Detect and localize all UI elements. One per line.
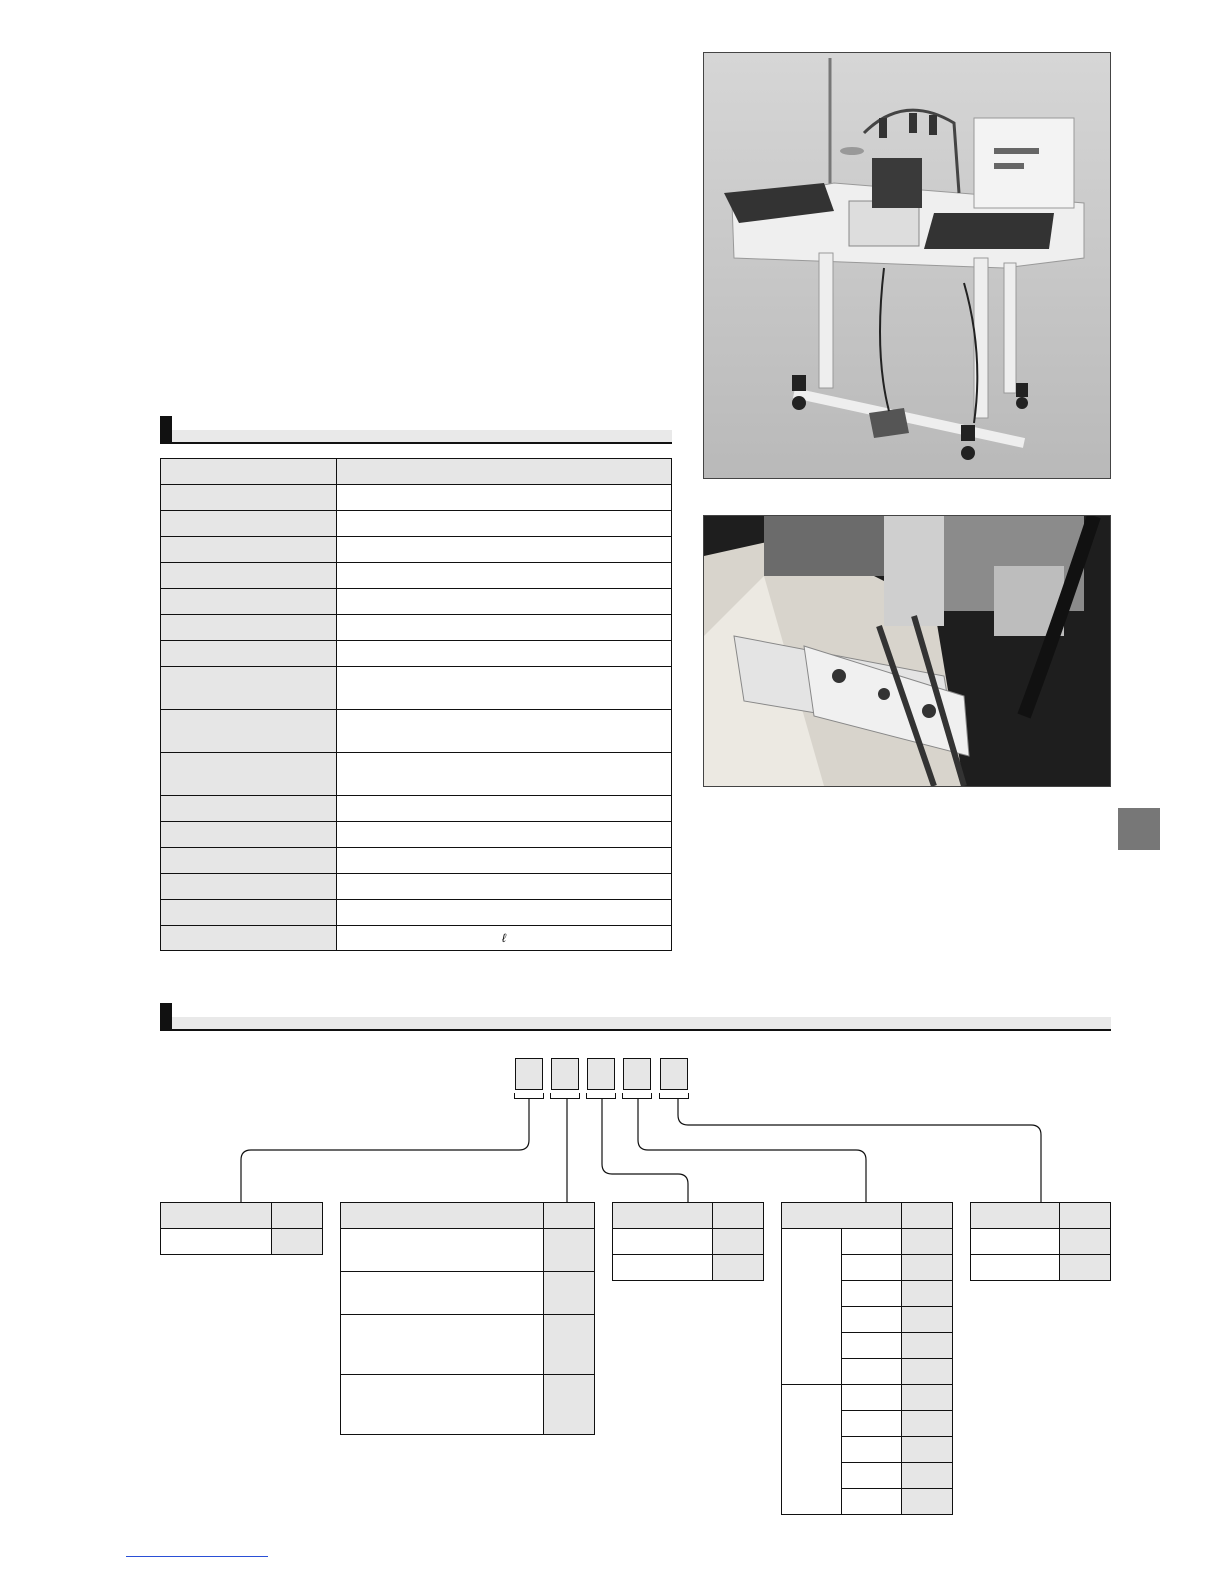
table-row	[161, 1203, 323, 1229]
connector-line	[638, 1099, 866, 1203]
option-table-3	[612, 1202, 764, 1281]
liter-symbol: ℓ	[502, 931, 506, 945]
table-row	[971, 1255, 1111, 1281]
table-row	[341, 1272, 595, 1315]
table-row	[613, 1255, 764, 1281]
option-table-4	[781, 1202, 953, 1515]
table-row	[341, 1375, 595, 1435]
connector-line	[241, 1099, 529, 1203]
table-row	[613, 1203, 764, 1229]
option-table-1	[160, 1202, 323, 1255]
footer-link[interactable]	[126, 1556, 268, 1557]
table-row	[782, 1203, 953, 1229]
connector-line	[602, 1099, 688, 1203]
option-table-2	[340, 1202, 595, 1435]
table-row	[971, 1203, 1111, 1229]
table-row	[341, 1315, 595, 1375]
table-row	[971, 1229, 1111, 1255]
table-row	[341, 1203, 595, 1229]
table-row	[782, 1385, 953, 1411]
option-table-5	[970, 1202, 1111, 1281]
table-row	[341, 1229, 595, 1272]
table-row	[161, 1229, 323, 1255]
table-row	[782, 1229, 953, 1255]
table-row	[613, 1229, 764, 1255]
